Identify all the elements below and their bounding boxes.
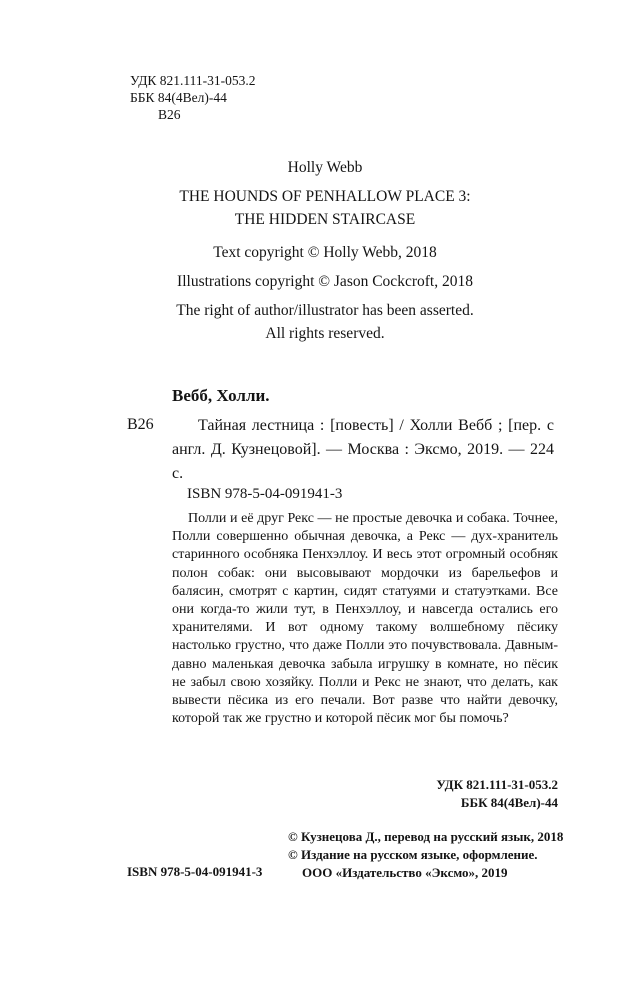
catalog-author-sign: В26 bbox=[127, 416, 154, 433]
annotation-text: Полли и её друг Рекс — не простые девочка и собака. Точнее, Полли совершенно обычная девочка, а Рекс — дух-хранитель старинного особняка Пенхэллоу. И весь этот огромный особняк полон собак: они высовывают мордочки из барельефов и балясин, смотрят с картин, сидят статуями и статуэтками. Все они когда-то жили тут, в Пенхэллоу, и навсегда остались его хранителями. И вот одному такому волшебному пёсику настолько грустно, что даже Полли это почувствовала. Давным-давно маленькая девочка забыла игрушку в комнате, но пёсик не забыл свою хозяйку. Полли и Рекс не знают, что делать, как вывести пёсика из его печали. Вот разве что найти девочку, которой так же грустно и которой пёсик мог бы помочь? bbox=[172, 511, 558, 727]
author-sign-top: В26 bbox=[158, 107, 181, 122]
isbn-bottom: ISBN 978-5-04-091941-3 bbox=[127, 864, 263, 879]
original-edition-info bbox=[110, 156, 540, 345]
udk-code-top: УДК 821.111-31-053.2 bbox=[130, 73, 256, 88]
udk-code-bottom: УДК 821.111-31-053.2 bbox=[436, 777, 558, 792]
catalog-isbn: ISBN 978-5-04-091941-3 bbox=[187, 486, 343, 502]
annotation bbox=[172, 510, 558, 728]
catalog-author-heading: Вебб, Холли. bbox=[172, 386, 270, 405]
original-author: Holly Webb bbox=[287, 159, 363, 176]
russian-copyright bbox=[288, 828, 563, 882]
original-title-line-2: THE HIDDEN STAIRCASE bbox=[234, 211, 416, 228]
translation-copyright: © Кузнецова Д., перевод на русский язык, 2018 bbox=[288, 829, 564, 844]
edition-copyright-line-1: © Издание на русском языке, оформление. bbox=[288, 847, 538, 862]
bbk-code-bottom: ББК 84(4Вел)-44 bbox=[460, 795, 558, 810]
rights-asserted: The right of author/illustrator has been asserted. bbox=[176, 302, 474, 319]
edition-copyright-line-2: ООО «Издательство «Эксмо», 2019 bbox=[302, 865, 508, 880]
original-title-line-1: THE HOUNDS OF PENHALLOW PLACE 3: bbox=[179, 188, 471, 205]
text-copyright: Text copyright © Holly Webb, 2018 bbox=[213, 244, 437, 261]
rights-reserved: All rights reserved. bbox=[265, 325, 385, 342]
illustrations-copyright: Illustrations copyright © Jason Cockcroft, 2018 bbox=[177, 273, 473, 290]
catalog-description bbox=[172, 414, 554, 486]
catalog-description-text: Тайная лестница : [повесть] / Холли Вебб ; [пер. с англ. Д. Кузнецовой]. — Москва : Эксмо, 2019. — 224 с. bbox=[172, 417, 554, 482]
bbk-code-top: ББК 84(4Вел)-44 bbox=[130, 90, 227, 105]
